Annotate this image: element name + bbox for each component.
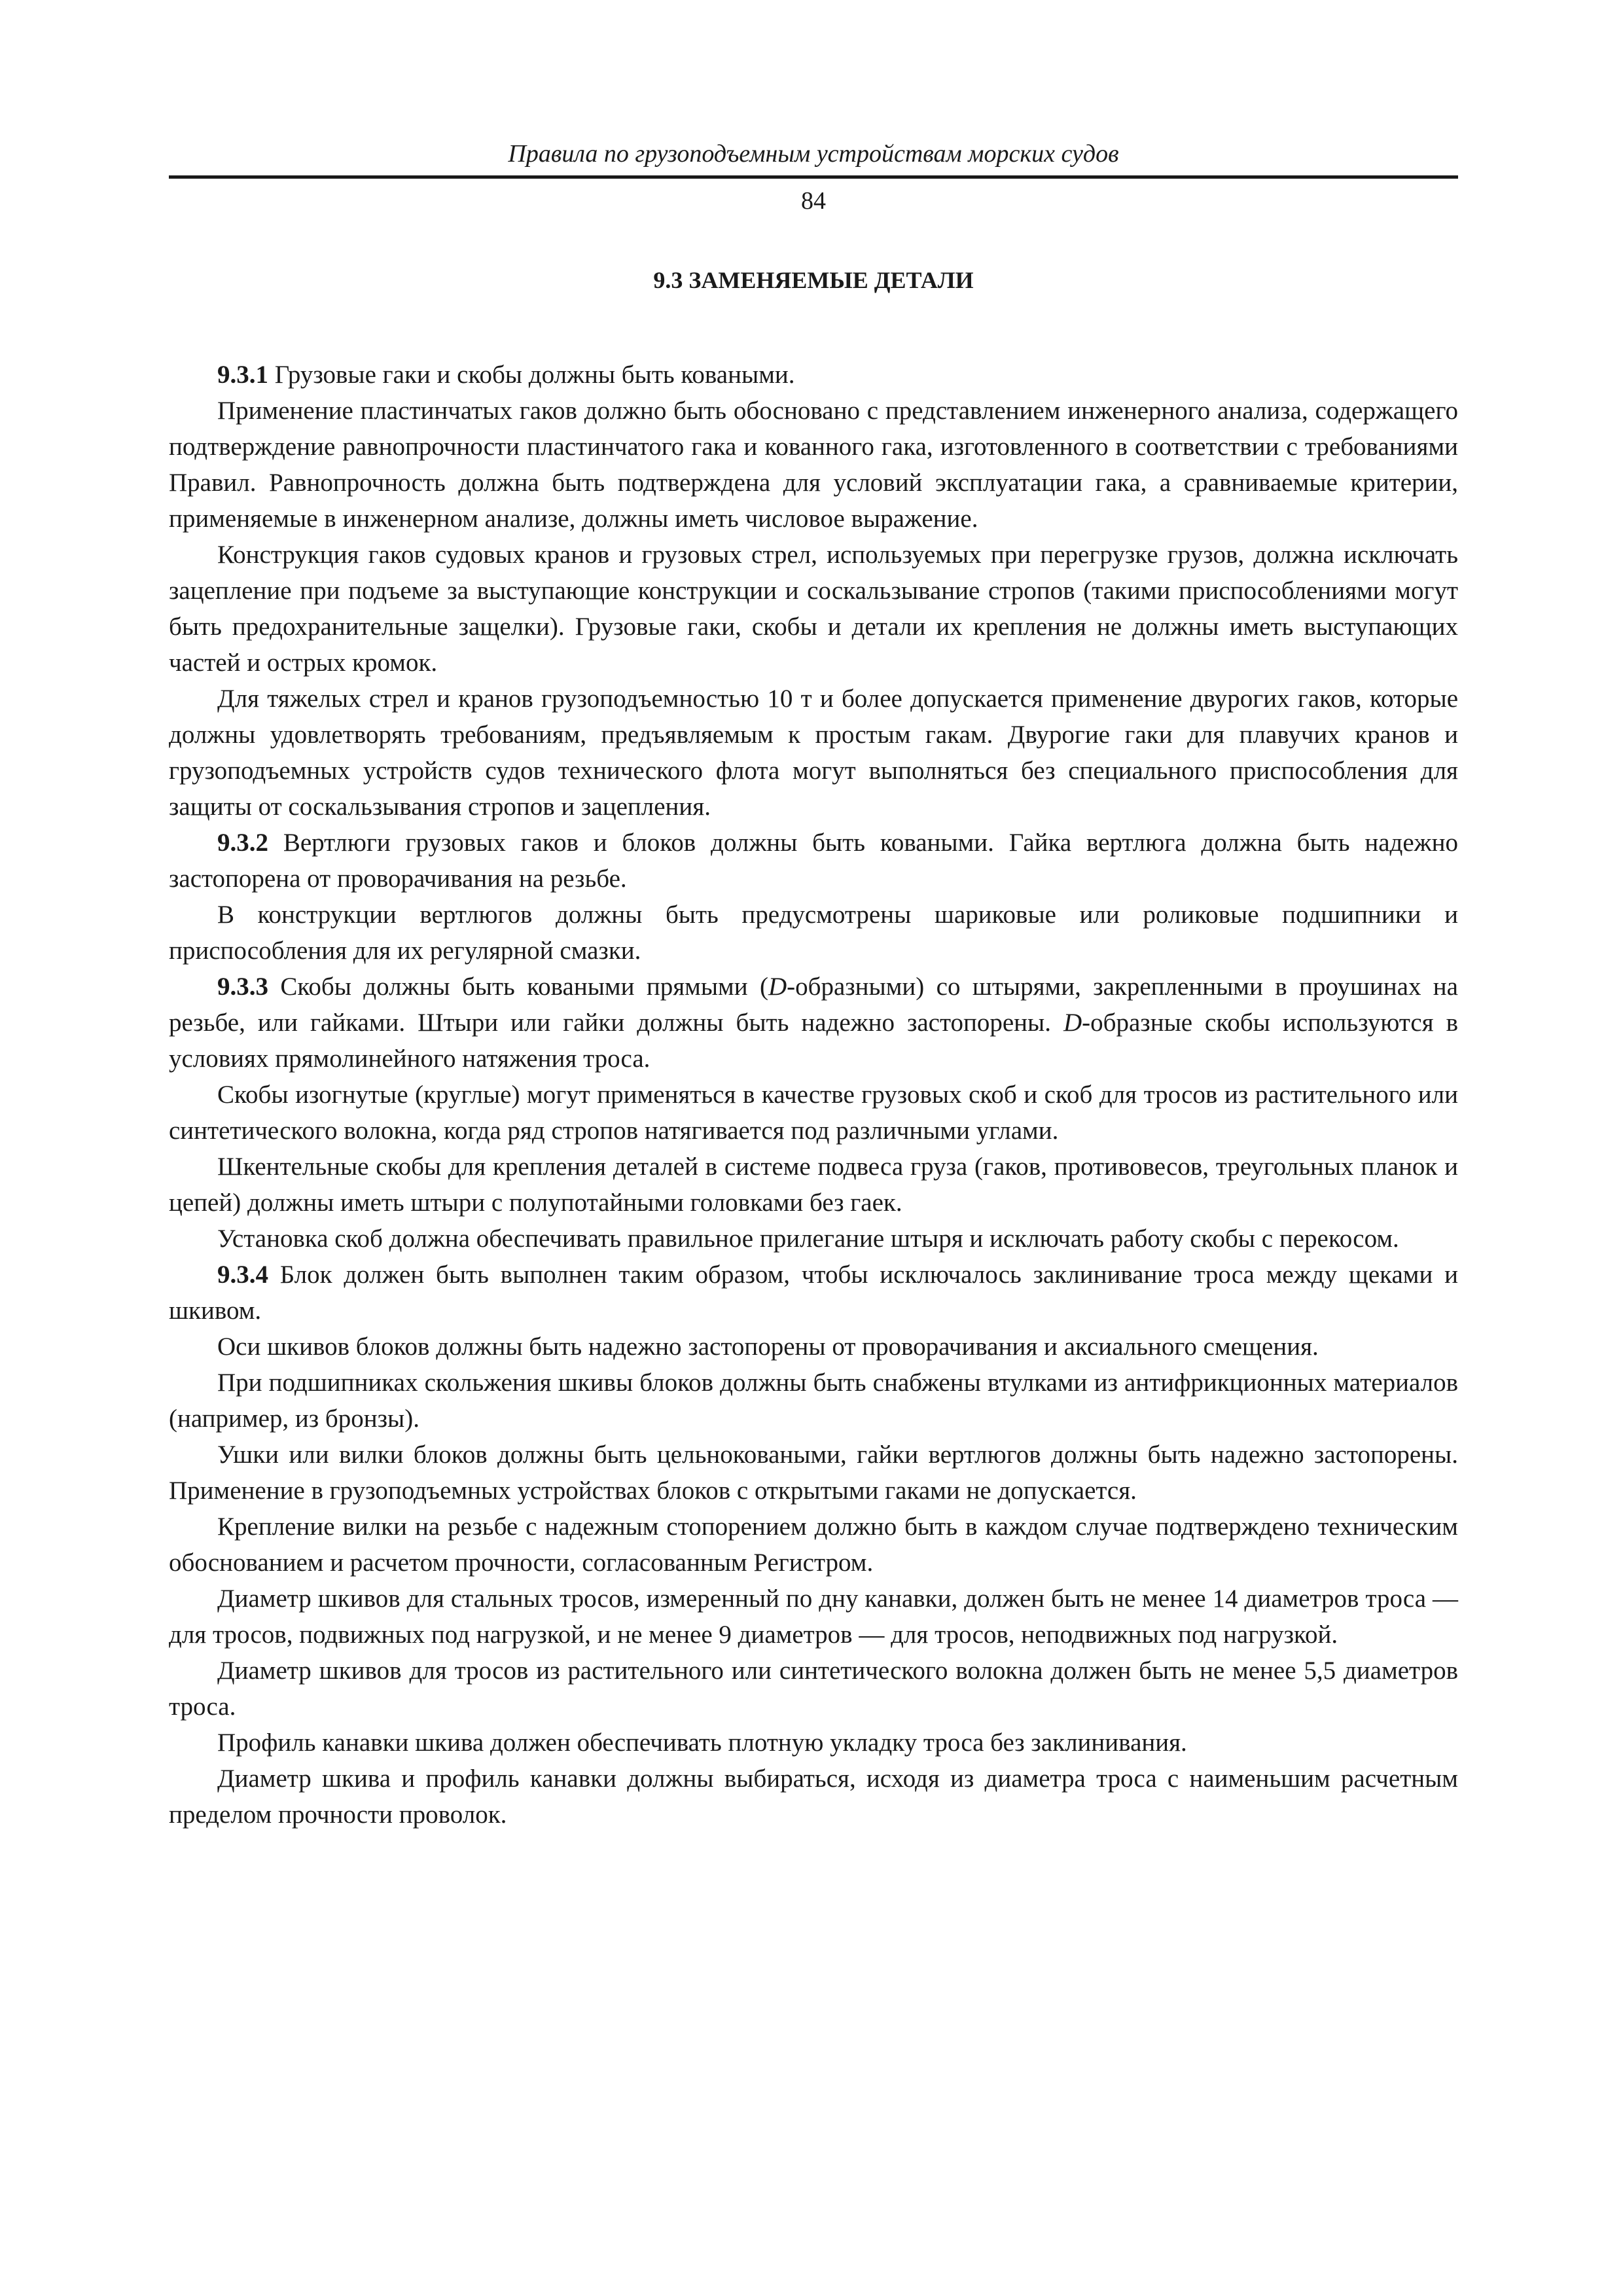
paragraph: Ушки или вилки блоков должны быть цельноковаными, гайки вертлюгов должны быть надежно застопорены. Применение в грузоподъемных устройствах блоков с открытыми гаками не допускается. (169, 1441, 1458, 1505)
paragraph-text: -образными) со штырями, закрепленными в проушинах на резьбе, или гайками. Штыри или гайки должны быть надежно застопорены. (169, 973, 1458, 1037)
clause-number: 9.3.2 (217, 829, 268, 857)
italic-d: D (768, 973, 787, 1001)
paragraph: В конструкции вертлюгов должны быть предусмотрены шариковые или роликовые подшипники и приспособления для их регулярной смазки. (169, 901, 1458, 965)
paragraph: Шкентельные скобы для крепления деталей в системе подвеса груза (гаков, противовесов, треугольных планок и цепей) должны иметь штыри с полупотайными головками без гаек. (169, 1153, 1458, 1217)
page-number: 84 (801, 187, 826, 215)
clause-number: 9.3.4 (217, 1261, 268, 1289)
paragraph-text: -образные скобы используются в условиях прямолинейного натяжения троса. (169, 1009, 1458, 1073)
paragraph: Крепление вилки на резьбе с надежным стопорением должно быть в каждом случае подтверждено техническим обоснованием и расчетом прочности, согласованным Регистром. (169, 1513, 1458, 1577)
paragraph: Установка скоб должна обеспечивать правильное прилегание штыря и исключать работу скобы с перекосом. (217, 1225, 1399, 1253)
paragraph: Диаметр шкива и профиль канавки должны выбираться, исходя из диаметра троса с наименьшим расчетным пределом прочности проволок. (169, 1765, 1458, 1829)
paragraph: Применение пластинчатых гаков должно быть обосновано с представлением инженерного анализа, содержащего подтверждение равнопрочности пластинчатого гака и кованного гака, изготовленного в соответствии с требованиями Правил. Равнопрочность должна быть подтверждена для условий эксплуатации гака, а сравниваемые критерии, применяемые в инженерном анализе, должны иметь числовое выражение. (169, 397, 1458, 533)
section-title: 9.3 ЗАМЕНЯЕМЫЕ ДЕТАЛИ (653, 267, 974, 293)
paragraph-9-3-1 (169, 357, 1458, 393)
body-text (169, 357, 1458, 1833)
paragraph-text: Блок должен быть выполнен таким образом, чтобы исключалось заклинивание троса между щеками и шкивом. (169, 1261, 1458, 1325)
paragraph-text: Грузовые гаки и скобы должны быть коваными. (268, 361, 795, 389)
paragraph-text: Вертлюги грузовых гаков и блоков должны быть коваными. Гайка вертлюга должна быть надежно застопорена от проворачивания на резьбе. (169, 829, 1458, 893)
italic-d: D (1063, 1009, 1082, 1037)
paragraph: Для тяжелых стрел и кранов грузоподъемностью 10 т и более допускается применение двурогих гаков, которые должны удовлетворять требованиям, предъявляемым к простым гакам. Двурогие гаки для плавучих кранов и грузоподъемных устройств судов технического флота могут выполняться без специального приспособления для защиты от соскальзывания стропов и зацепления. (169, 685, 1458, 821)
paragraph: Диаметр шкивов для тросов из растительного или синтетического волокна должен быть не менее 5,5 диаметров троса. (169, 1657, 1458, 1721)
paragraph: Диаметр шкивов для стальных тросов, измеренный по дну канавки, должен быть не менее 14 диаметров троса — для тросов, подвижных под нагрузкой, и не менее 9 диаметров — для тросов, неподвижных под нагрузкой. (169, 1585, 1458, 1649)
paragraph-9-3-3 (169, 969, 1458, 1077)
clause-number: 9.3.1 (217, 361, 268, 389)
header-rule (169, 175, 1458, 179)
running-header: Правила по грузоподъемным устройствам морских судов (508, 140, 1119, 168)
paragraph-9-3-4 (169, 1257, 1458, 1329)
paragraph: Профиль канавки шкива должен обеспечивать плотную укладку троса без заклинивания. (217, 1729, 1187, 1757)
paragraph: При подшипниках скольжения шкивы блоков должны быть снабжены втулками из антифрикционных материалов (например, из бронзы). (169, 1369, 1458, 1433)
clause-number: 9.3.3 (217, 973, 268, 1001)
paragraph-text: Скобы должны быть коваными прямыми ( (268, 973, 768, 1001)
paragraph-9-3-2 (169, 825, 1458, 897)
paragraph: Оси шкивов блоков должны быть надежно застопорены от проворачивания и аксиального смещения. (217, 1333, 1319, 1361)
paragraph: Конструкция гаков судовых кранов и грузовых стрел, используемых при перегрузке грузов, должна исключать зацепление при подъеме за выступающие конструкции и соскальзывание стропов (такими приспособлениями могут быть предохранительные защелки). Грузовые гаки, скобы и детали их крепления не должны иметь выступающих частей и острых кромок. (169, 541, 1458, 677)
paragraph: Скобы изогнутые (круглые) могут применяться в качестве грузовых скоб и скоб для тросов из растительного или синтетического волокна, когда ряд стропов натягивается под различными углами. (169, 1081, 1458, 1145)
